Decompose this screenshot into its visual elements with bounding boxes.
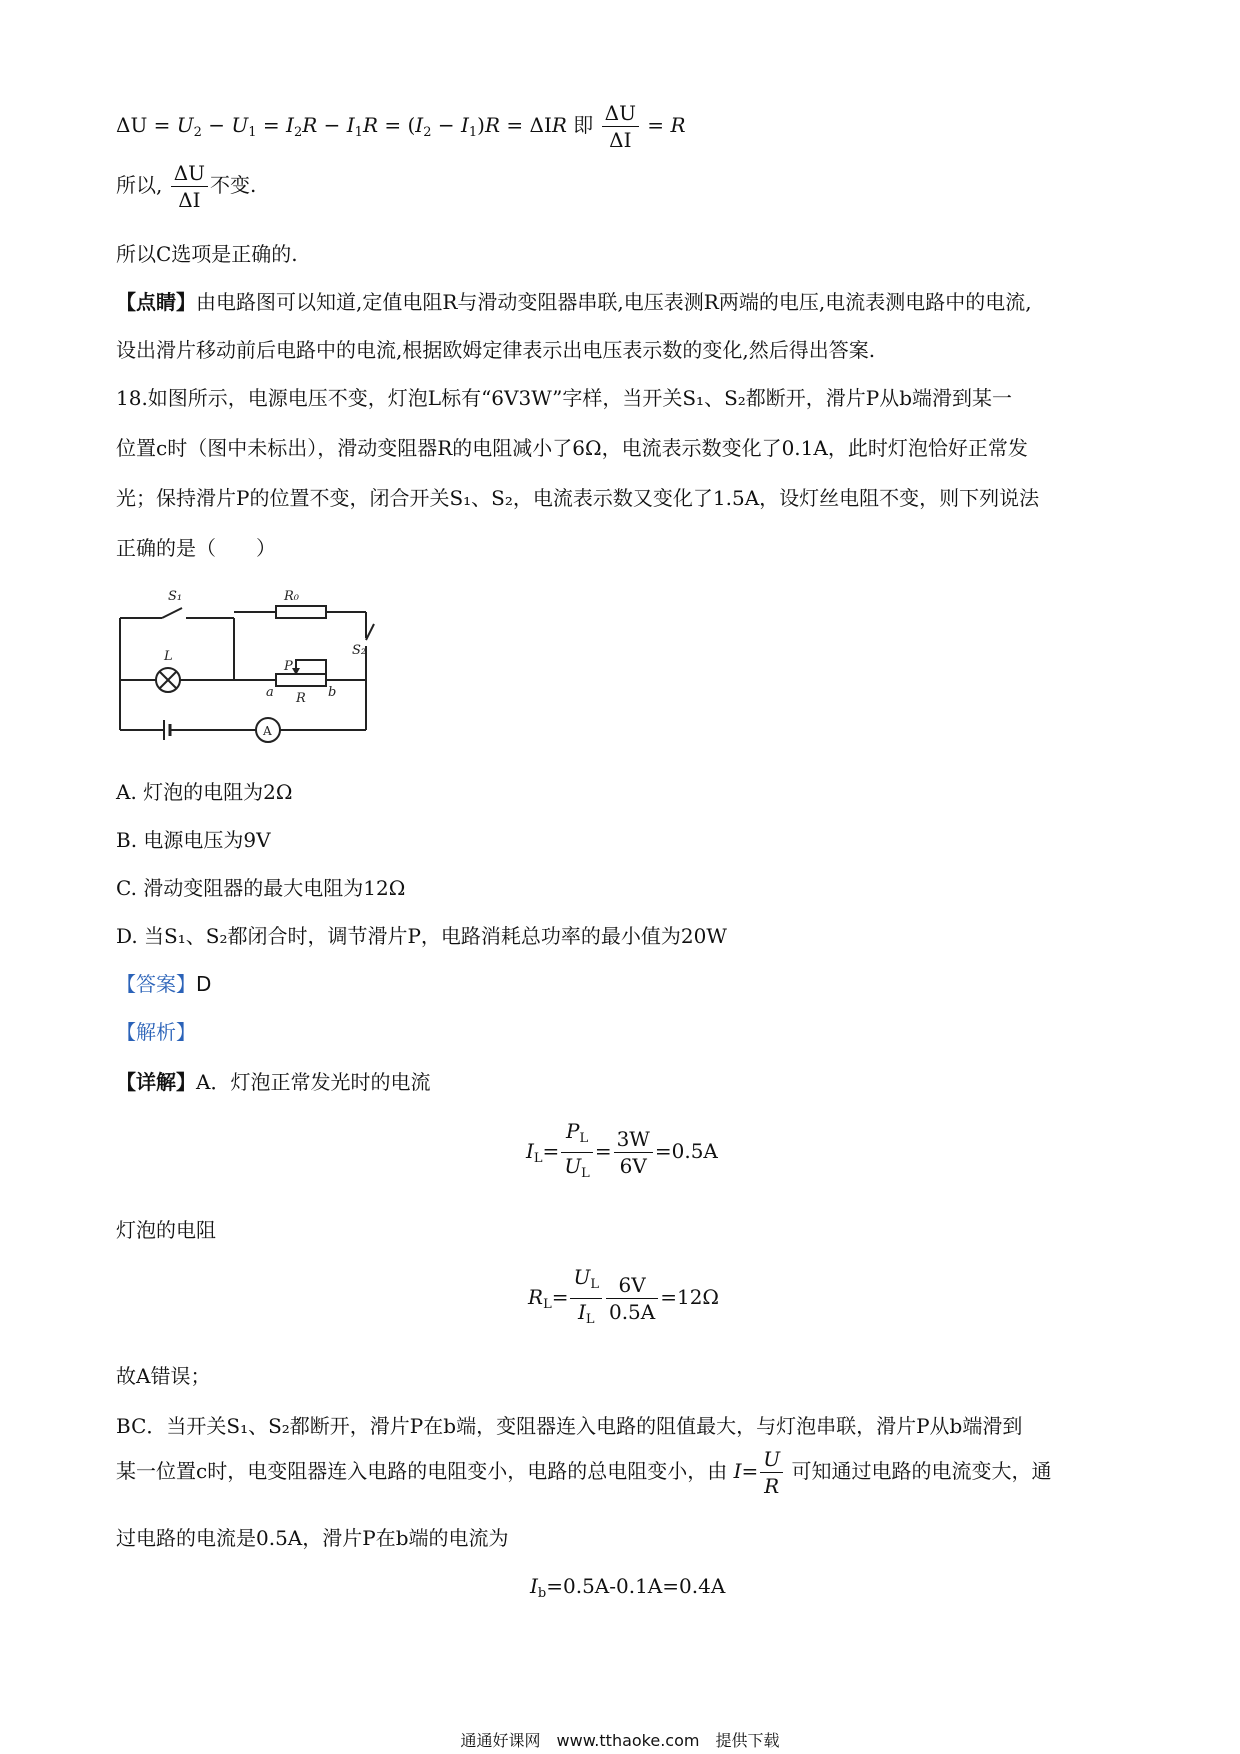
option-c: C. 滑动变阻器的最大电阻为12Ω [116,876,406,900]
label-s1: S₁ [168,589,183,604]
option-b: B. 电源电压为9V [116,828,271,852]
q18-line-4: 正确的是（ ） [116,536,276,560]
label-p: P [284,659,293,674]
option-d: D. 当S₁、S₂都闭合时，调节滑片P，电路消耗总功率的最小值为20W [116,924,727,948]
switch-s2 [366,624,374,640]
rheostat-r [276,674,326,686]
resistance-label: 灯泡的电阻 [116,1218,216,1242]
a-wrong: 故A错误； [116,1364,211,1388]
line-c-correct: 所以C选项是正确的. [116,242,298,266]
bc-line-3: 过电路的电流是0.5A，滑片P在b端的电流为 [116,1526,509,1550]
dianjing-tag: 【点睛】 [116,290,196,314]
formula-ib: $I_b=0.5A-0.1A=0.4A$ [530,1574,726,1601]
label-ammeter: A [263,724,272,738]
analysis-tag: 【解析】 [116,1020,196,1044]
q18-line-1: 18.如图所示，电源电压不变，灯泡L标有“6V3W”字样，当开关S₁、S₂都断开，滑片P从b端滑到某一 [116,386,1013,410]
detail-a-intro: 【详解】A．灯泡正常发光时的电流 [116,1070,431,1094]
dianjing-2: 设出滑片移动前后电路中的电流,根据欧姆定律表示出电压表示数的变化,然后得出答案. [116,338,876,362]
answer-line [116,968,211,997]
q18-line-2: 位置c时（图中未标出），滑动变阻器R的电阻减小了6Ω，电流表示数变化了0.1A，此时灯泡恰好正常发 [116,436,1028,460]
option-a: A. 灯泡的电阻为2Ω [116,780,293,804]
switch-s1 [162,608,182,618]
formula-rl: $R_L=$ $\frac{U_L}{I_L}$ $\frac{6V}{0.5A}$ =12Ω [528,1265,720,1327]
formula-label-ji: 即 [573,113,594,137]
resistor-r0 [276,606,326,618]
formula-il: $I_L=$ $\frac{P_L}{U_L}$ = $\frac{3W}{6V}$ =0.5A [526,1119,718,1181]
circuit-diagram [116,580,376,750]
answer-tag: 【答案】 [116,972,196,996]
answer-value: D [196,972,212,996]
label-l: L [164,649,173,664]
label-a-end: a [266,685,274,700]
label-b-end: b [328,685,337,700]
detail-tag: 【详解】 [116,1070,196,1094]
formula-delta-u: $\Delta U = U_2 - U_1 = I_2R - I_1R = (I_2 - I_1)R = \Delta IR$ 即 $\frac{\Delta U}{\Delta I}$ = R [116,101,686,152]
footer: 通通好课网 www.tthaoke.com 提供下载 [460,1731,780,1750]
line-so-unchanged: 所以, $\frac{\Delta U}{\Delta I}$ 不变. [116,161,257,212]
dianjing-1: 【点睛】由电路图可以知道,定值电阻R与滑动变阻器串联,电压表测R两端的电压,电流表测电路中的电流, [116,290,1032,314]
q18-line-3: 光；保持滑片P的位置不变，闭合开关S₁、S₂，电流表示数又变化了1.5A，设灯丝电阻不变，则下列说法 [116,486,1040,510]
bc-line-1: BC．当开关S₁、S₂都断开，滑片P在b端，变阻器连入电路的阻值最大，与灯泡串联，滑片P从b端滑到 [116,1414,1023,1438]
label-s2: S₂ [352,643,367,658]
label-r: R [296,691,306,706]
bc-line-2: 某一位置c时，电变阻器连入电路的电阻变小，电路的总电阻变小，由 I= $\frac{U}{R}$ 可知通过电路的电流变大，通 [116,1447,1052,1498]
label-r0: R₀ [284,589,299,604]
